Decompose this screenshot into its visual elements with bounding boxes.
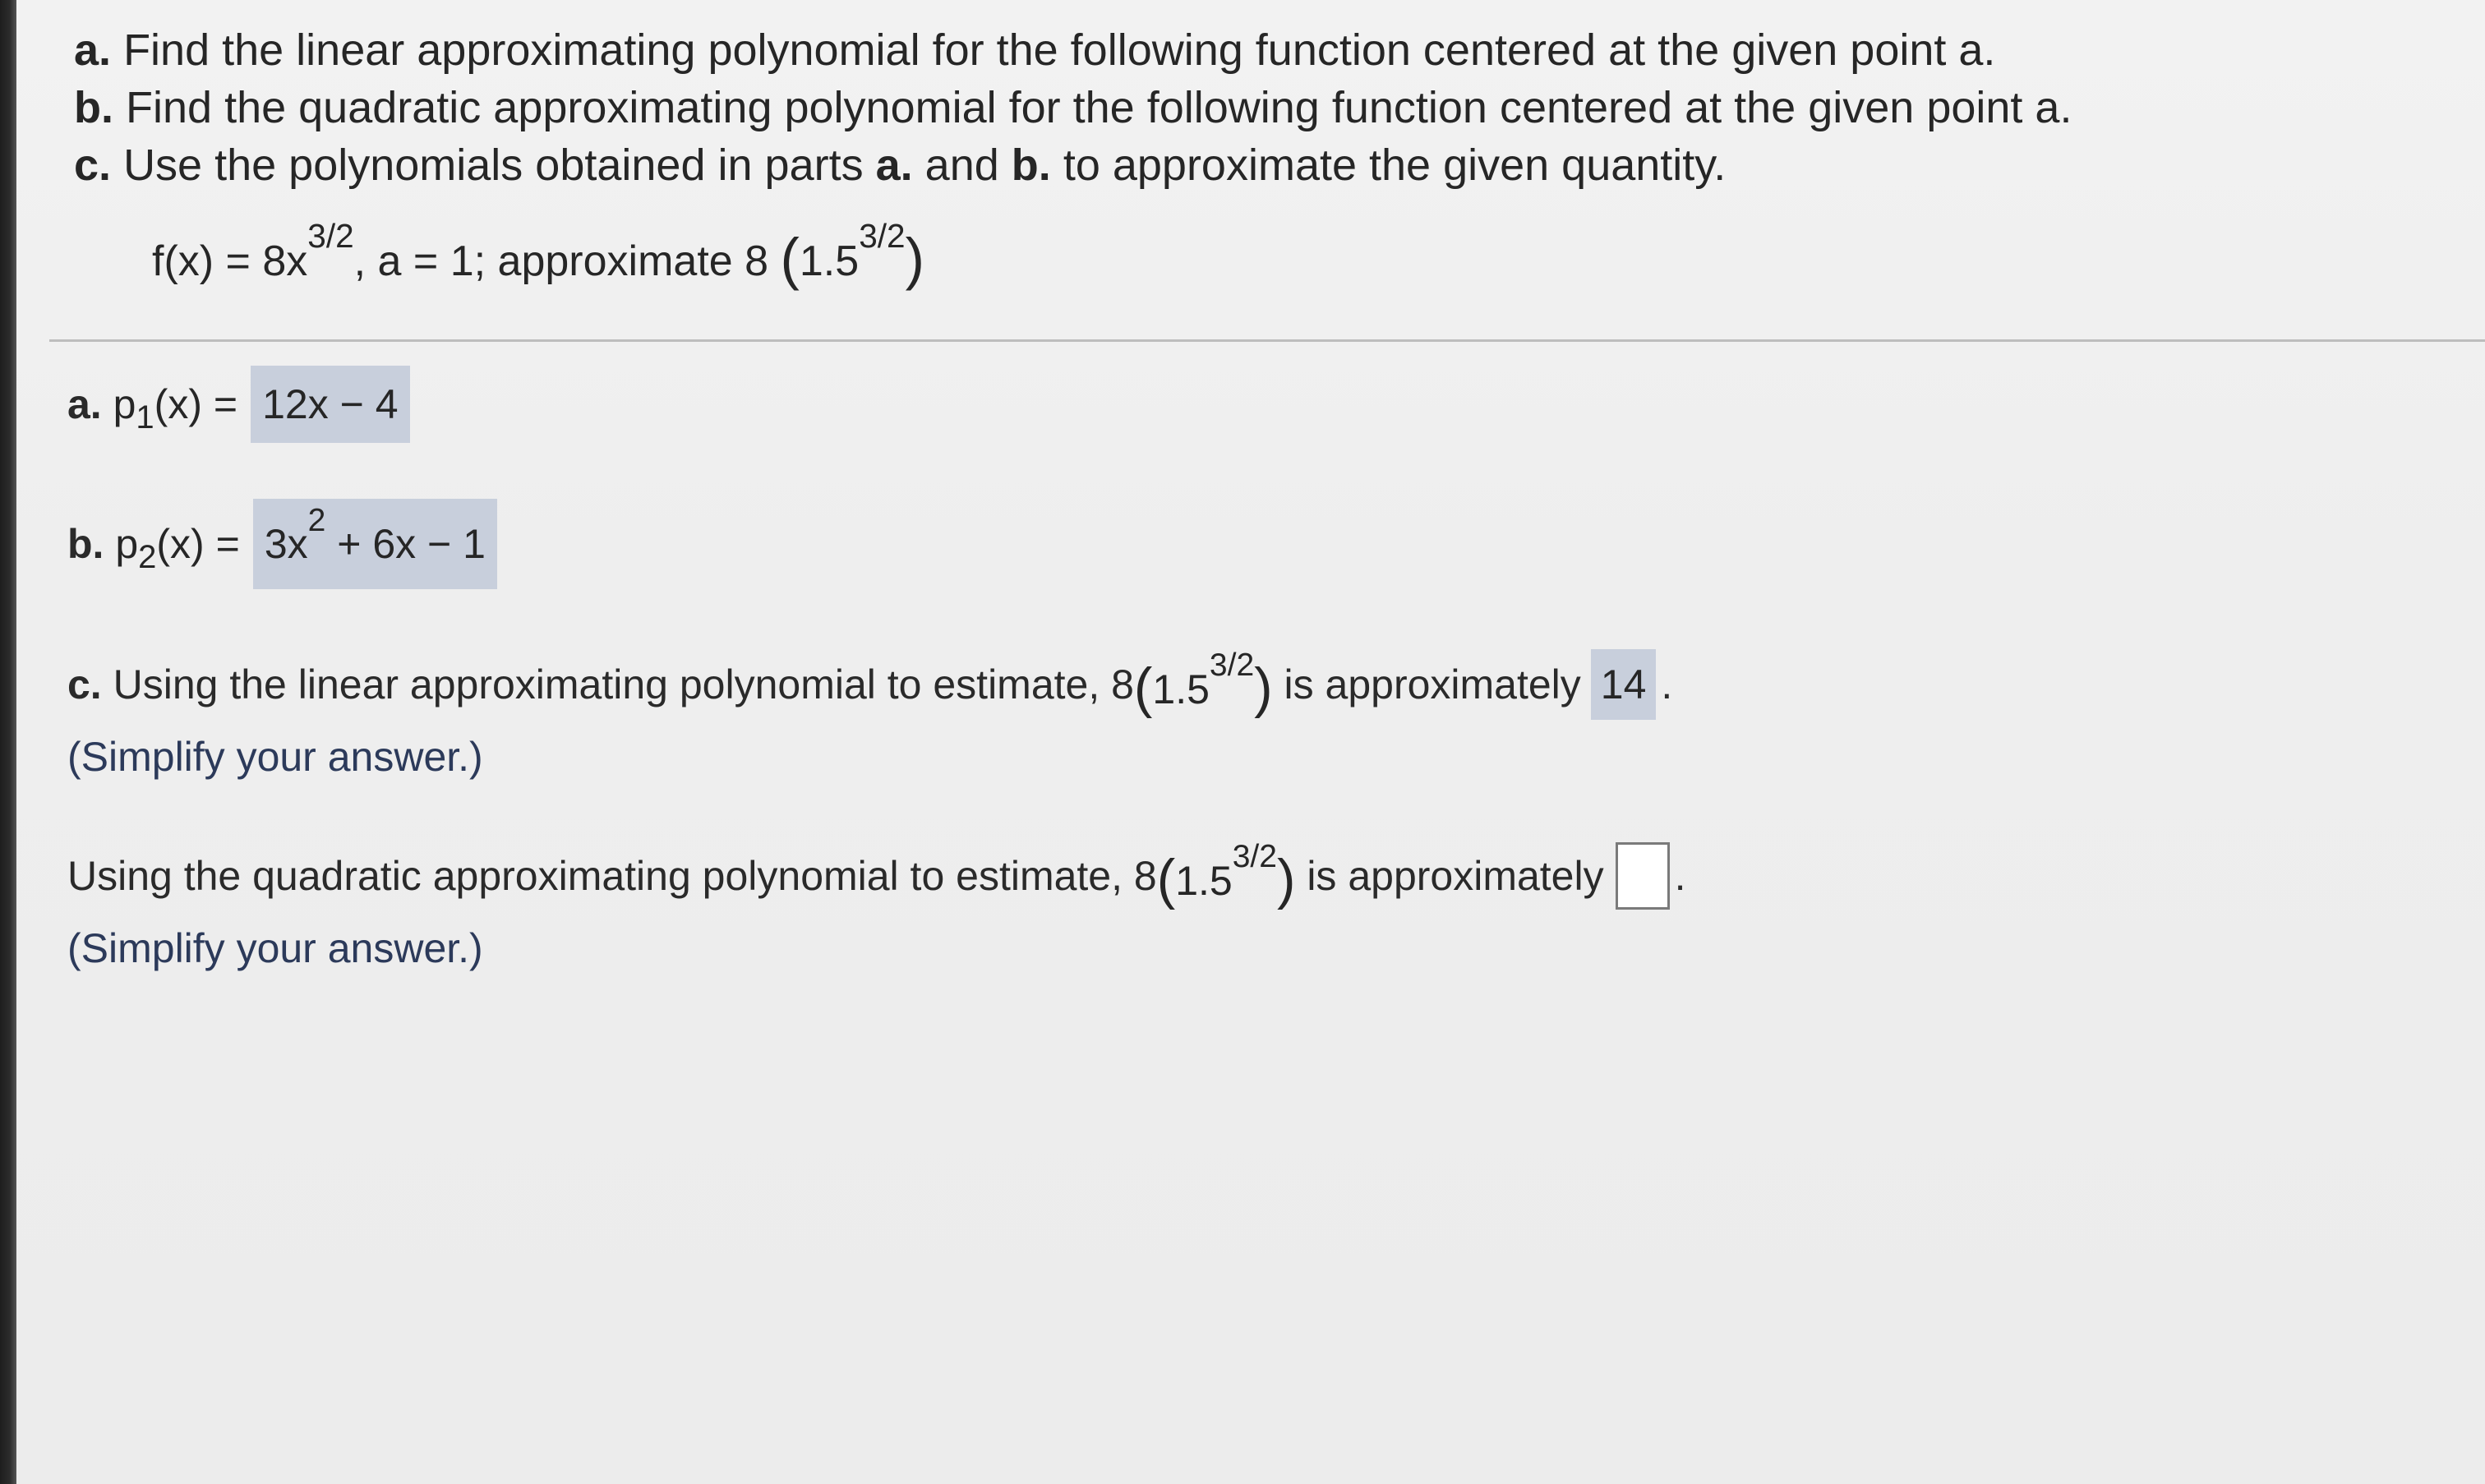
instruction-c-part-b: b. xyxy=(1011,141,1051,190)
instruction-c-post: to approximate the given quantity. xyxy=(1063,141,1727,190)
instruction-a xyxy=(74,25,1995,76)
instruction-b-label: b. xyxy=(74,83,113,132)
part-b-rest: (x) = xyxy=(156,521,240,567)
question-panel xyxy=(16,0,2485,1484)
part-a-answer-constant: 4 xyxy=(375,381,399,427)
part-a-row xyxy=(67,366,410,443)
part-b-label: b. xyxy=(67,521,104,567)
problem-center-text: , a = 1; approximate 8 xyxy=(353,237,769,285)
part-a-rest: (x) = xyxy=(154,381,238,427)
divider xyxy=(49,339,2485,342)
part-d-is-approx: is approximately xyxy=(1307,853,1604,899)
instruction-c-part-a: a. xyxy=(875,141,913,190)
close-paren: ) xyxy=(905,226,924,292)
instruction-b-text: Find the quadratic approximating polynomial for the following function centered at the given point a. xyxy=(126,83,2072,132)
part-b-answer-exponent: 2 xyxy=(307,502,326,538)
part-d-close-paren: ) xyxy=(1276,848,1296,910)
instruction-b xyxy=(74,82,2072,133)
problem-statement xyxy=(152,216,924,292)
part-c-text: Using the linear approximating polynomial to estimate, 8 xyxy=(113,661,1134,707)
part-c-row xyxy=(67,649,1672,720)
part-c-period: . xyxy=(1661,661,1673,707)
part-d-base: 1.5 xyxy=(1175,857,1233,904)
instruction-c-pre: Use the polynomials obtained in parts xyxy=(123,141,864,190)
instruction-c xyxy=(74,140,1726,191)
instruction-a-text: Find the linear approximating polynomial for the following function centered at the given point a. xyxy=(123,25,1996,75)
part-c-quantity xyxy=(1133,648,1273,719)
part-a-subscript: 1 xyxy=(136,399,154,436)
part-c-is-approx: is approximately xyxy=(1284,661,1581,707)
part-b-subscript: 2 xyxy=(138,539,157,575)
part-d-period: . xyxy=(1674,853,1686,899)
function-definition: f(x) = 8x xyxy=(152,237,308,285)
part-c-open-paren: ( xyxy=(1133,657,1153,719)
open-paren: ( xyxy=(780,226,800,292)
instruction-c-label: c. xyxy=(74,141,112,190)
instruction-c-and: and xyxy=(924,141,999,190)
part-d-open-paren: ( xyxy=(1156,848,1176,910)
part-a-answer-minus: − xyxy=(339,381,364,427)
part-c-base: 1.5 xyxy=(1152,666,1210,712)
part-b-row xyxy=(67,499,497,589)
part-d-exponent: 3/2 xyxy=(1232,839,1277,875)
part-a-p: p xyxy=(113,381,136,427)
part-b-answer-term: 3x xyxy=(264,521,308,567)
part-b-answer-tail: + 6x − 1 xyxy=(337,521,486,567)
part-c-label: c. xyxy=(67,661,102,707)
function-exponent: 3/2 xyxy=(307,216,354,255)
screen-bezel xyxy=(0,0,16,1484)
part-b-answer-field[interactable] xyxy=(253,499,497,589)
part-c-answer-field[interactable]: 14 xyxy=(1591,649,1657,720)
part-d-text: Using the quadratic approximating polynomial to estimate, 8 xyxy=(67,853,1157,899)
problem-base-exponent: 3/2 xyxy=(859,216,906,255)
part-a-answer-term: 12x xyxy=(262,381,329,427)
part-a-lhs xyxy=(113,380,238,436)
part-b-lhs xyxy=(115,520,240,575)
part-d-answer-input[interactable] xyxy=(1616,842,1670,910)
part-a-answer-field[interactable] xyxy=(251,366,409,443)
part-d-hint: (Simplify your answer.) xyxy=(67,925,483,971)
instruction-a-label: a. xyxy=(74,25,112,75)
problem-base: 1.5 xyxy=(799,237,860,285)
part-c-close-paren: ) xyxy=(1254,657,1273,719)
part-d-row xyxy=(67,839,1686,910)
part-c-hint: (Simplify your answer.) xyxy=(67,734,483,780)
part-c-exponent: 3/2 xyxy=(1209,648,1255,684)
part-b-p: p xyxy=(115,521,139,567)
part-a-label: a. xyxy=(67,381,102,427)
part-d-quantity xyxy=(1156,839,1296,910)
